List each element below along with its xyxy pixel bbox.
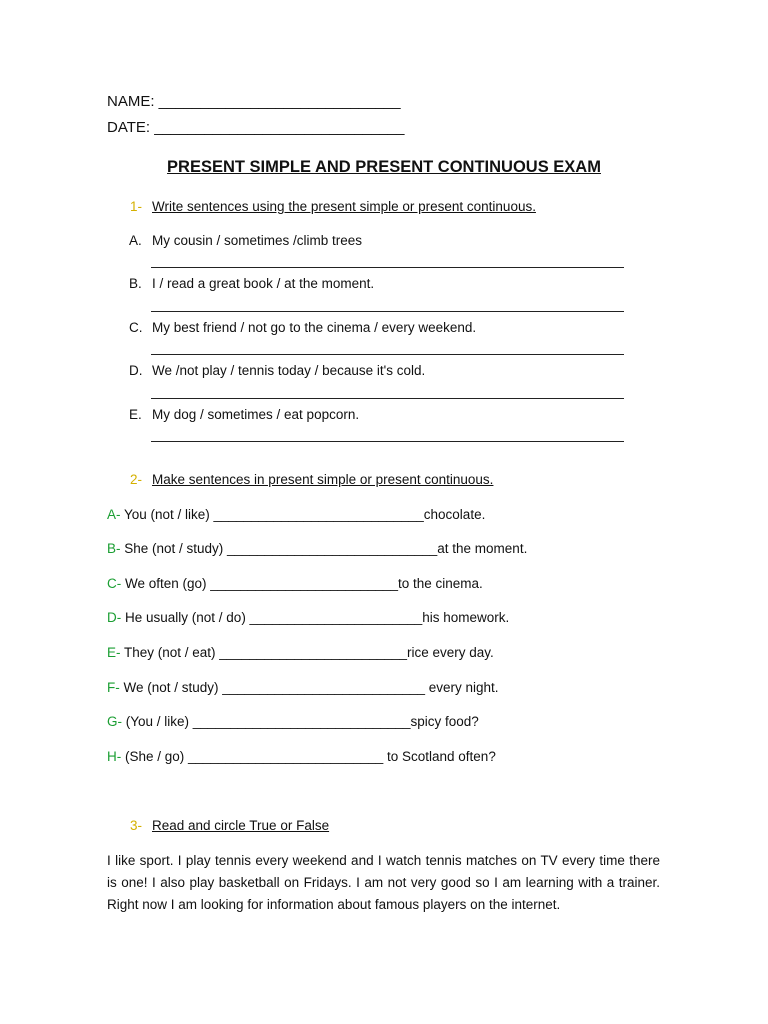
section-number: 3- (130, 818, 143, 833)
item-prompt: My best friend / not go to the cinema / every weekend. (152, 320, 477, 335)
item-letter: G- (107, 714, 122, 729)
section-instruction: Make sentences in present simple or present continuous. (152, 472, 494, 487)
date-field[interactable]: DATE: ______________________________ (107, 119, 405, 136)
item-letter: B- (107, 541, 121, 556)
answer-line[interactable] (151, 441, 624, 442)
section-number: 1- (130, 199, 143, 214)
answer-line[interactable] (151, 267, 624, 268)
item-letter: H- (107, 749, 122, 764)
item-letter: D- (107, 610, 122, 625)
list-item (107, 680, 499, 695)
item-prompt: My dog / sometimes / eat popcorn. (152, 407, 360, 422)
list-item (107, 576, 483, 591)
section-instruction: Read and circle True or False (152, 818, 330, 833)
reading-paragraph: I like sport. I play tennis every weekend and I watch tennis matches on TV every time there is one! I also play basketball on Fridays. I am not very good so I am learning with a trainer. Right now I am looking for information about famous players on the internet. (107, 853, 660, 912)
item-letter: A- (107, 507, 121, 522)
page-title: PRESENT SIMPLE AND PRESENT CONTINUOUS EXAM (167, 158, 601, 176)
answer-line[interactable] (151, 311, 624, 312)
list-item (107, 610, 509, 625)
item-sentence[interactable]: She (not / study) ____________________________at the moment. (120, 541, 528, 556)
list-item (107, 507, 485, 522)
item-letter: A. (129, 233, 142, 248)
item-sentence[interactable]: We (not / study) ___________________________ every night. (119, 680, 499, 695)
name-field[interactable]: NAME: _____________________________ (107, 93, 401, 110)
item-prompt: We /not play / tennis today / because it's cold. (152, 363, 426, 378)
item-letter: B. (129, 276, 142, 291)
item-letter: D. (129, 363, 143, 378)
section-number: 2- (130, 472, 143, 487)
item-sentence[interactable]: They (not / eat) _________________________rice every day. (120, 645, 494, 660)
item-letter: E. (129, 407, 142, 422)
list-item (107, 749, 496, 764)
answer-line[interactable] (151, 398, 624, 399)
item-letter: F- (107, 680, 120, 695)
item-sentence[interactable]: You (not / like) ____________________________chocolate. (120, 507, 486, 522)
item-prompt: I / read a great book / at the moment. (152, 276, 375, 291)
item-sentence[interactable]: (You / like) _____________________________spicy food? (122, 714, 479, 729)
list-item (107, 541, 527, 556)
item-letter: E- (107, 645, 121, 660)
item-prompt: My cousin / sometimes /climb trees (152, 233, 363, 248)
section-instruction: Write sentences using the present simple or present continuous. (152, 199, 536, 214)
list-item (107, 714, 479, 729)
item-letter: C- (107, 576, 122, 591)
item-sentence[interactable]: He usually (not / do) _______________________his homework. (121, 610, 510, 625)
answer-line[interactable] (151, 354, 624, 355)
item-sentence[interactable]: We often (go) _________________________to the cinema. (121, 576, 483, 591)
list-item (107, 645, 494, 660)
item-sentence[interactable]: (She / go) __________________________ to Scotland often? (121, 749, 496, 764)
item-letter: C. (129, 320, 143, 335)
